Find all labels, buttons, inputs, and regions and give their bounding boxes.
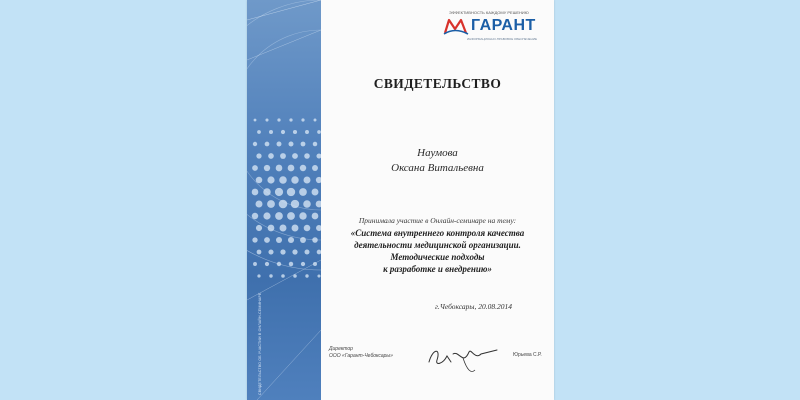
band-dot xyxy=(316,201,321,208)
band-dot xyxy=(269,130,273,134)
band-dot xyxy=(252,237,257,242)
band-dot xyxy=(316,177,321,183)
band-dot xyxy=(312,189,319,196)
band-dot xyxy=(256,177,263,184)
band-dot xyxy=(277,118,280,121)
band-dot xyxy=(265,142,270,147)
band-dot xyxy=(264,237,270,243)
band-dot xyxy=(312,213,319,220)
band-dot xyxy=(312,165,318,171)
band-dot xyxy=(281,130,285,134)
band-dot xyxy=(277,142,282,147)
topic-line: к разработке и внедрению» xyxy=(383,264,492,274)
band-dot xyxy=(280,153,286,159)
band-dot xyxy=(317,274,320,277)
decorative-band xyxy=(247,0,321,400)
band-dot xyxy=(252,189,259,196)
logo-subtitle: ИНФОРМАЦИОННО-ПРАВОВОЕ ОБЕСПЕЧЕНИЕ xyxy=(467,37,537,41)
band-dot xyxy=(301,142,306,147)
band-dot xyxy=(269,274,272,277)
band-dot xyxy=(268,153,274,159)
band-dot xyxy=(312,237,318,243)
band-dot xyxy=(265,118,268,121)
topic-line: Методические подходы xyxy=(390,252,485,262)
band-dot xyxy=(300,237,306,243)
band-dot xyxy=(253,142,257,146)
band-dot xyxy=(275,188,283,196)
band-dot xyxy=(305,130,309,134)
band-dot xyxy=(256,225,262,231)
band-dot xyxy=(265,262,269,266)
participation-intro: Принимала участие в Онлайн-семинаре на тему: xyxy=(358,216,517,225)
band-dot xyxy=(252,165,258,171)
band-dot xyxy=(293,130,297,134)
band-dot xyxy=(301,262,305,266)
band-dot xyxy=(304,153,310,159)
certificate-title: СВИДЕТЕЛЬСТВО xyxy=(373,76,502,91)
signatory-role: Директор xyxy=(329,346,353,352)
band-dot xyxy=(267,176,274,183)
band-dot xyxy=(256,201,263,208)
band-dot xyxy=(252,213,258,219)
band-dot xyxy=(268,249,273,254)
band-dot xyxy=(292,225,299,232)
band-dot xyxy=(305,274,308,277)
band-dot xyxy=(263,188,270,195)
band-dot xyxy=(264,165,270,171)
band-dot xyxy=(281,274,285,278)
band-dot xyxy=(276,165,283,172)
band-dot xyxy=(304,177,311,184)
band-dot xyxy=(313,262,317,266)
band-dot xyxy=(289,262,293,266)
band-dot xyxy=(288,165,295,172)
band-dot xyxy=(268,225,275,232)
band-dot xyxy=(299,188,307,196)
place-and-date: г.Чебоксары, 20.08.2014 xyxy=(435,302,512,311)
band-dot xyxy=(275,212,283,220)
recipient-given-names: Оксана Витальевна xyxy=(391,162,484,174)
band-dot xyxy=(287,188,295,196)
band-dot xyxy=(289,142,294,147)
band-dot xyxy=(291,176,298,183)
band-dot xyxy=(280,249,285,254)
band-dot xyxy=(254,119,257,122)
certificate-page xyxy=(247,0,554,400)
band-dot xyxy=(293,274,297,278)
band-dot xyxy=(304,249,309,254)
signatory-organization: ООО «Гарант-Чебоксары» xyxy=(329,353,393,359)
topic-line: деятельности медицинской организации. xyxy=(354,240,521,250)
band-dot xyxy=(304,225,311,232)
band-dot xyxy=(291,200,299,208)
band-dot xyxy=(256,153,261,158)
band-dot xyxy=(300,165,306,171)
band-dot xyxy=(263,212,270,219)
signatory-name: Юрьева С.Р. xyxy=(513,352,542,358)
band-dot xyxy=(277,262,281,266)
topic-line: «Система внутреннего контроля качества xyxy=(350,228,525,238)
band-dot xyxy=(292,249,297,254)
band-dot xyxy=(257,250,262,255)
logo-wordmark: ГАРАНТ xyxy=(471,17,536,34)
band-dot xyxy=(280,225,287,232)
band-dot xyxy=(303,200,311,208)
band-dot xyxy=(253,262,257,266)
band-dot xyxy=(276,237,282,243)
band-dot xyxy=(292,153,298,159)
logo-mark-icon xyxy=(443,17,469,35)
garant-logo xyxy=(443,10,537,44)
band-dot xyxy=(257,130,261,134)
band-dot xyxy=(287,212,295,220)
band-dot xyxy=(267,200,275,208)
band-dot xyxy=(301,118,304,121)
recipient-surname: Наумова xyxy=(417,147,458,159)
band-dot xyxy=(313,142,318,147)
band-dot xyxy=(299,212,306,219)
band-dot xyxy=(279,176,287,184)
handwritten-signature xyxy=(423,340,503,376)
band-dot xyxy=(317,130,321,134)
logo-slogan: ЭФФЕКТИВНОСТЬ КАЖДОМУ РЕШЕНИЮ xyxy=(449,10,529,15)
band-vertical-text: СВИДЕТЕЛЬСТВО ОБ УЧАСТИИ В ОНЛАЙН-СЕМИНАРЕ xyxy=(258,292,262,395)
band-dot xyxy=(314,119,317,122)
band-dot xyxy=(257,274,260,277)
band-dot xyxy=(289,118,292,121)
band-dot xyxy=(288,237,294,243)
band-dot xyxy=(279,200,288,209)
